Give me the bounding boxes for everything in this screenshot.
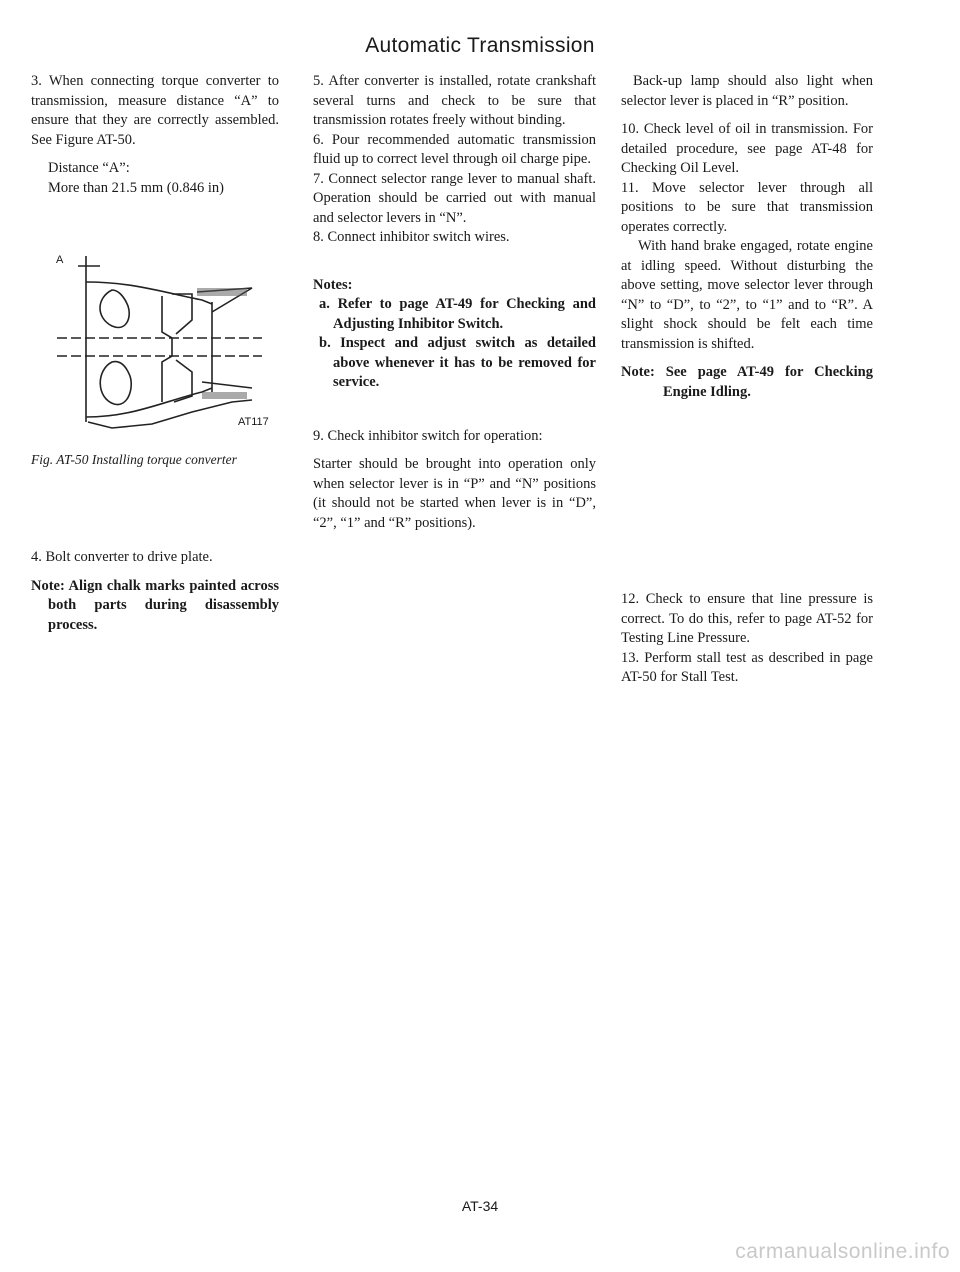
step-10: 10. Check level of oil in transmission. For detailed procedure, see page AT-48 for Checking Oil Level. [621, 121, 873, 176]
distance-value: More than 21.5 mm (0.846 in) [48, 179, 224, 196]
step-5: 5. After converter is installed, rotate crankshaft several turns and check to be sure that transmission rotates freely without binding. [313, 73, 596, 128]
note-chalk-marks: Note: Align chalk marks painted across both parts during disassembly process. [31, 577, 279, 633]
step-11: 11. Move selector lever through all positions to be sure that transmission operates correctly. [621, 179, 873, 235]
torque-converter-figure [52, 252, 292, 442]
column-left-lower [31, 548, 279, 635]
page-title: Automatic Transmission [365, 34, 595, 57]
step-13: 13. Perform stall test as described in page AT-50 for Stall Test. [621, 649, 873, 685]
column-left [31, 72, 279, 198]
step-3: 3. When connecting torque converter to transmission, measure distance “A” to ensure that they are correctly assembled. See Figure AT-50. [31, 73, 279, 148]
step-8: 8. Connect inhibitor switch wires. [313, 229, 510, 245]
note-b: b. Inspect and adjust switch as detailed above whenever it has to be removed for service. [319, 335, 596, 390]
note-engine-idling: Note: See page AT-49 for Checking Engine Idling. [621, 364, 873, 400]
watermark: carmanualsonline.info [735, 1240, 950, 1263]
figure-caption: Fig. AT-50 Installing torque converter [31, 452, 237, 467]
step-12: 12. Check to ensure that line pressure is correct. To do this, refer to page AT-52 for Testing Line Pressure. [621, 591, 873, 646]
page-number: AT-34 [461, 1198, 499, 1214]
figure-code: AT117 [238, 416, 269, 428]
column-right-lower [621, 590, 873, 688]
note-a: a. Refer to page AT-49 for Checking and Adjusting Inhibitor Switch. [319, 296, 596, 332]
column-right [621, 72, 873, 402]
figure-label-a: A [56, 254, 64, 266]
column-middle [313, 72, 596, 533]
step-4: 4. Bolt converter to drive plate. [31, 549, 213, 565]
step-9: 9. Check inhibitor switch for operation: [313, 427, 543, 444]
distance-label: Distance “A”: [48, 160, 130, 176]
step-9-body: Starter should be brought into operation only when selector lever is in “P” and “N” positions (it should not be started when lever is in “D”, “2”, “1” and “R” positions). [313, 456, 596, 531]
step-7: 7. Connect selector range lever to manual shaft. Operation should be carried out with manual and selector levers in “N”. [313, 170, 596, 226]
backup-lamp-text: Back-up lamp should also light when selector lever is placed in “R” position. [621, 73, 873, 109]
notes-heading: Notes: [313, 276, 353, 293]
torque-converter-drawing [52, 252, 292, 442]
step-6: 6. Pour recommended automatic transmission fluid up to correct level through oil charge pipe. [313, 131, 596, 167]
step-11-body: With hand brake engaged, rotate engine at idling speed. Without disturbing the above setting, move selector lever through “N” to “D”, to “2”, to “1” and to “R”. A slight shock should be felt each time transmission is shifted. [621, 238, 873, 352]
